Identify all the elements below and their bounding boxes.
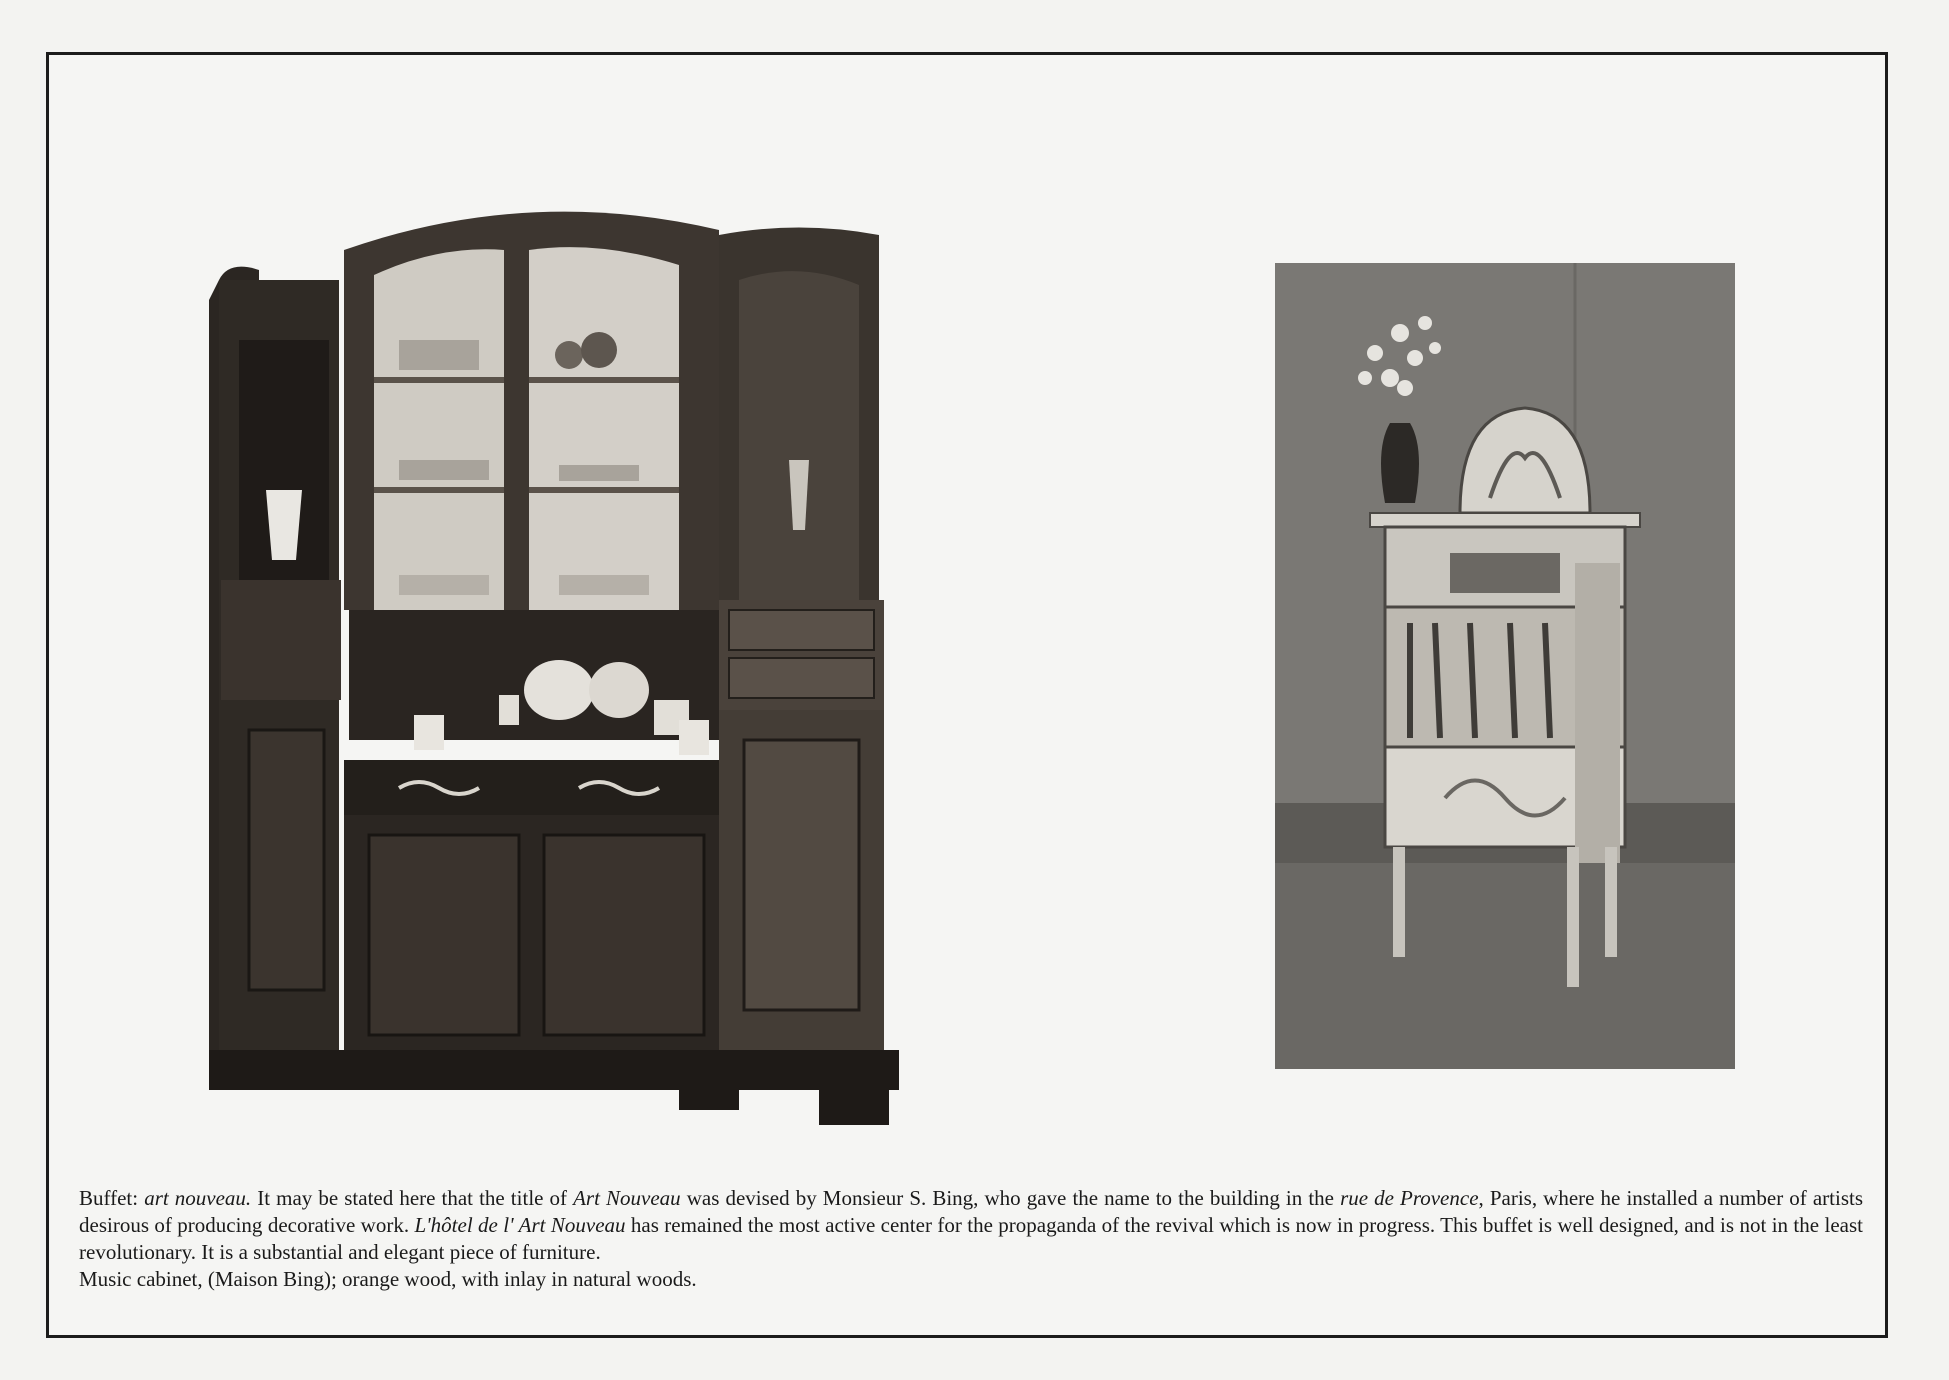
caption-italic-rue-de-provence: rue de Provence	[1340, 1186, 1479, 1210]
caption-text-b: was devised by Monsieur S. Bing, who gave the name to the building in the	[680, 1186, 1341, 1210]
buffet-photograph	[199, 190, 1099, 1190]
caption-text-c: , Paris, where he installed a number of artists desirous of producing decorative work.	[79, 1186, 1864, 1237]
caption-text-a: It may be stated here that the title of	[251, 1186, 574, 1210]
caption-block	[79, 1185, 1863, 1293]
music-cabinet-caption: Music cabinet, (Maison Bing); orange wood, with inlay in natural woods.	[79, 1267, 697, 1291]
page-frame	[46, 52, 1888, 1338]
music-cabinet-photograph	[1275, 263, 1735, 1069]
caption-italic-hotel: L'hôtel de l' Art Nouveau	[414, 1213, 626, 1237]
caption-text-d: has remained the most active center for the propaganda of the revival which is now in progress. This buffet is well designed, and is not in the least revolutionary. It is a substantial and elegant piece of furniture.	[79, 1213, 1863, 1264]
caption-label: Buffet:	[79, 1186, 145, 1210]
buffet-caption	[79, 1185, 1863, 1266]
caption-label-italic: art nouveau.	[144, 1186, 252, 1210]
caption-italic-art-nouveau: Art Nouveau	[573, 1186, 681, 1210]
